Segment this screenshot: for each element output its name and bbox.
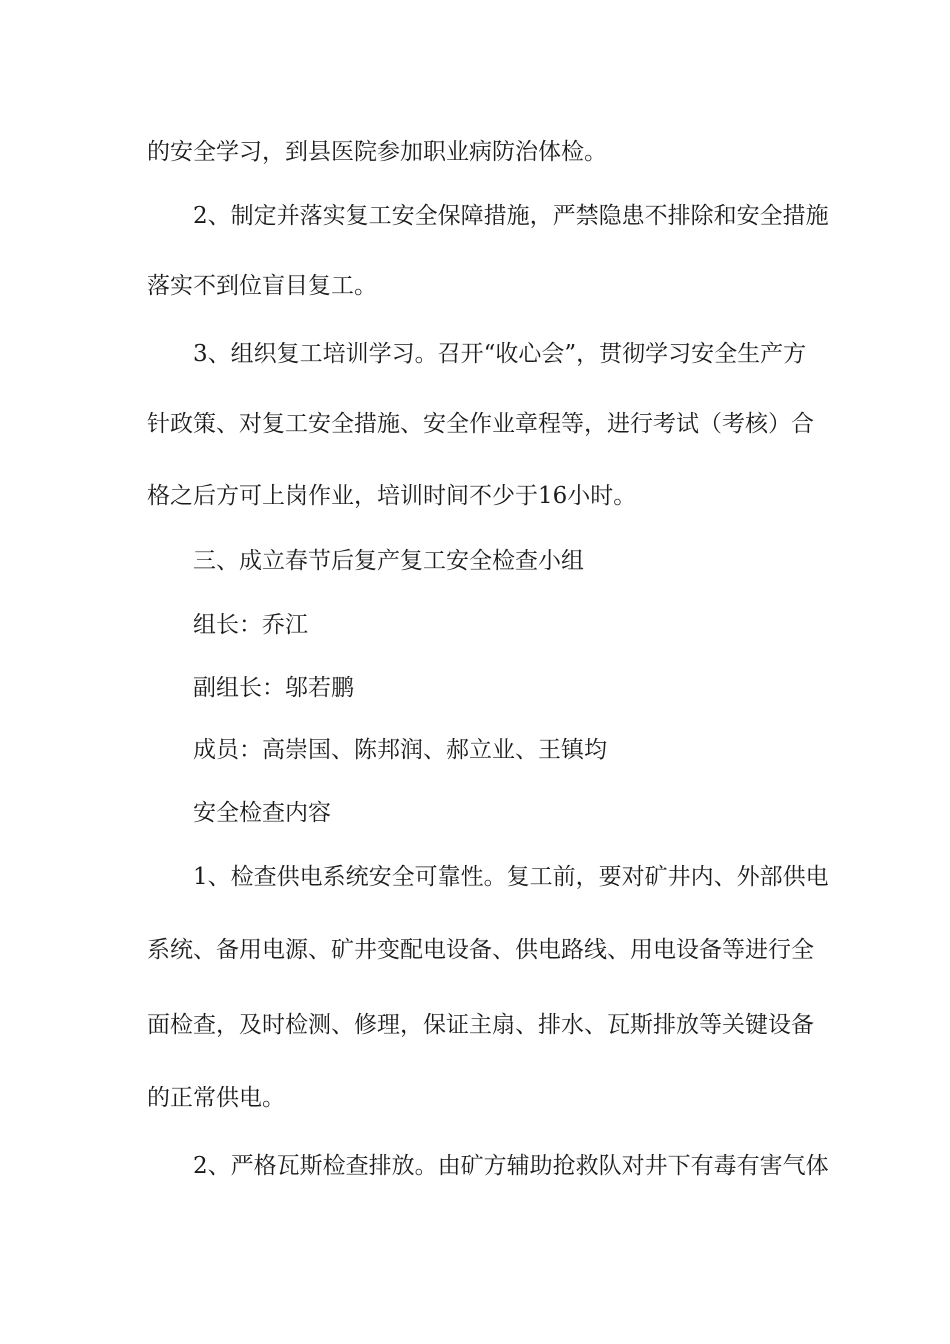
- text-line: 面检查，及时检测、修理，保证主扇、排水、瓦斯排放等关键设备: [147, 1012, 814, 1038]
- text-line: 副组长：邬若鹏: [193, 675, 354, 701]
- text-line: 组长：乔江: [193, 612, 308, 638]
- text-line: 针政策、对复工安全措施、安全作业章程等，进行考试（考核）合: [147, 411, 814, 437]
- text-line: 的安全学习，到县医院参加职业病防治体检。: [147, 139, 607, 165]
- text-line: 2、严格瓦斯检查排放。由矿方辅助抢救队对井下有毒有害气体: [193, 1153, 829, 1179]
- text-line: 落实不到位盲目复工。: [147, 273, 377, 299]
- text-line: 成员：高崇国、陈邦润、郝立业、王镇均: [193, 737, 607, 763]
- section-heading: 三、成立春节后复产复工安全检查小组: [193, 548, 584, 574]
- subsection-heading: 安全检查内容: [193, 800, 331, 826]
- text-line: 的正常供电。: [147, 1085, 285, 1111]
- text-line: 系统、备用电源、矿井变配电设备、供电路线、用电设备等进行全: [147, 937, 814, 963]
- text-line: 1、检查供电系统安全可靠性。复工前，要对矿井内、外部供电: [193, 864, 829, 890]
- text-line: 3、组织复工培训学习。召开“收心会”，贯彻学习安全生产方: [193, 341, 807, 367]
- text-line: 格之后方可上岗作业，培训时间不少于16小时。: [147, 483, 637, 509]
- text-line: 2、制定并落实复工安全保障措施，严禁隐患不排除和安全措施: [193, 203, 829, 229]
